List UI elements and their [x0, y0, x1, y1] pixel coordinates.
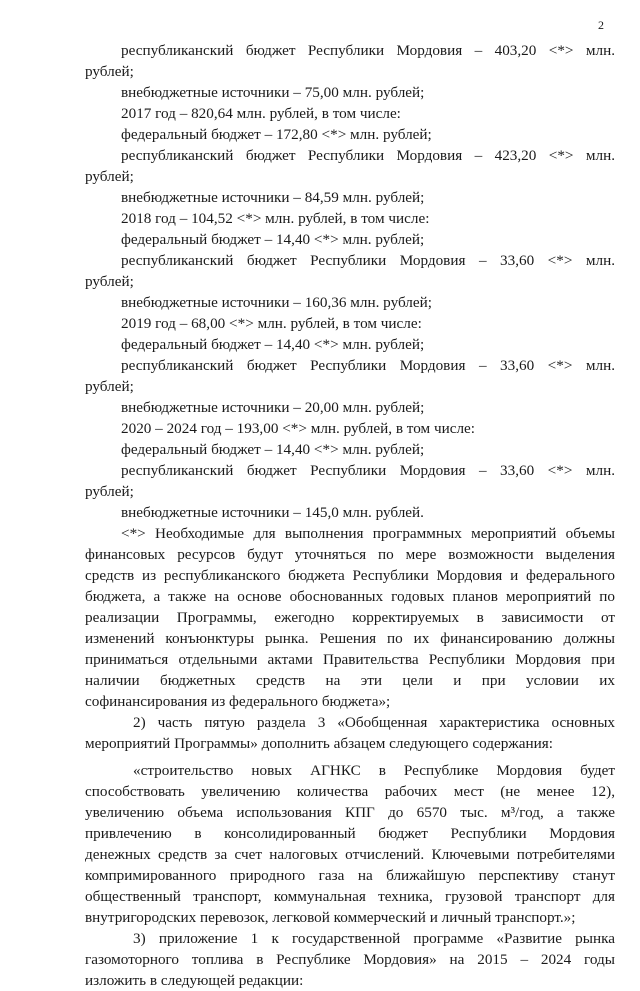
text-line: денежных средств за счет налоговых отчислений. Ключевыми потребителями — [85, 846, 615, 863]
text-line: федеральный бюджет – 14,40 <*> млн. рублей; — [121, 231, 425, 248]
text-line: 2017 год – 820,64 млн. рублей, в том числе: — [121, 105, 401, 122]
text-line: изложить в следующей редакции: — [85, 972, 304, 989]
text-line: <*> Необходимые для выполнения программных мероприятий объемы — [121, 525, 615, 542]
text-line: способствовать увеличению количества рабочих мест (не менее 12), — [85, 783, 615, 800]
text-line: внебюджетные источники – 84,59 млн. рублей; — [121, 189, 425, 206]
text-line: реализации Программы, ежегодно корректируемых в зависимости от — [85, 609, 615, 626]
text-line: общественный транспорт, коммунальная техника, грузовой транспорт для — [85, 888, 615, 905]
text-line: федеральный бюджет – 14,40 <*> млн. рублей; — [121, 441, 425, 458]
text-line: рублей; — [85, 483, 134, 500]
text-line: 2019 год – 68,00 <*> млн. рублей, в том числе: — [121, 315, 422, 332]
text-line: приниматься отдельными актами Правительства Республики Мордовия при — [85, 651, 615, 668]
text-line: внебюджетные источники – 160,36 млн. рублей; — [121, 294, 432, 311]
text-line: бюджета, а также на основе обоснованных годовых планов мероприятий по — [85, 588, 615, 605]
text-line: изменений конъюнктуры рынка. Решения по их финансированию должны — [85, 630, 615, 647]
text-line: компримированного природного газа на ближайшую перспективу станут — [85, 867, 615, 884]
text-line: федеральный бюджет – 14,40 <*> млн. рублей; — [121, 336, 425, 353]
text-line: республиканский бюджет Республики Мордовия – 423,20 <*> млн. — [121, 147, 615, 164]
text-line: федеральный бюджет – 172,80 <*> млн. рублей; — [121, 126, 432, 143]
text-line: наличии бюджетных средств на эти цели и при условии их — [85, 672, 615, 689]
text-line: внебюджетные источники – 75,00 млн. рублей; — [121, 84, 425, 101]
text-line: финансовых ресурсов будут уточняться по мере возможности выделения — [85, 546, 615, 563]
page-number: 2 — [598, 18, 604, 32]
text-line: газомоторного топлива в Республике Мордовия» на 2015 – 2024 годы — [85, 951, 615, 968]
text-line: 3) приложение 1 к государственной программе «Развитие рынка — [133, 930, 615, 947]
text-line: рублей; — [85, 168, 134, 185]
text-line: средств из республиканского бюджета Республики Мордовия и федерального — [85, 567, 615, 584]
text-line: внутригородских перевозок, легковой коммерческий и личный транспорт.»; — [85, 909, 576, 926]
text-line: республиканский бюджет Республики Мордовия – 33,60 <*> млн. — [121, 357, 615, 374]
text-line: внебюджетные источники – 145,0 млн. рублей. — [121, 504, 424, 521]
text-line: рублей; — [85, 378, 134, 395]
text-line: республиканский бюджет Республики Мордовия – 33,60 <*> млн. — [121, 462, 615, 479]
text-line: республиканский бюджет Республики Мордовия – 403,20 <*> млн. — [121, 42, 615, 59]
text-line: 2020 – 2024 год – 193,00 <*> млн. рублей, в том числе: — [121, 420, 475, 437]
text-line: «строительство новых АГНКС в Республике Мордовия будет — [133, 762, 615, 779]
text-line: софинансирования из федерального бюджета»; — [85, 693, 391, 710]
text-line: привлечению в консолидированный бюджет Республики Мордовия — [85, 825, 615, 842]
text-line: рублей; — [85, 273, 134, 290]
text-line: внебюджетные источники – 20,00 млн. рублей; — [121, 399, 425, 416]
text-line: республиканский бюджет Республики Мордовия – 33,60 <*> млн. — [121, 252, 615, 269]
document-body — [85, 40, 615, 991]
text-line: рублей; — [85, 63, 134, 80]
text-line: мероприятий Программы» дополнить абзацем следующего содержания: — [85, 735, 553, 752]
text-line: 2018 год – 104,52 <*> млн. рублей, в том числе: — [121, 210, 430, 227]
text-line: увеличению объема использования КПГ до 6570 тыс. м³/год, а также — [85, 804, 615, 821]
text-line: 2) часть пятую раздела 3 «Обобщенная характеристика основных — [133, 714, 615, 731]
